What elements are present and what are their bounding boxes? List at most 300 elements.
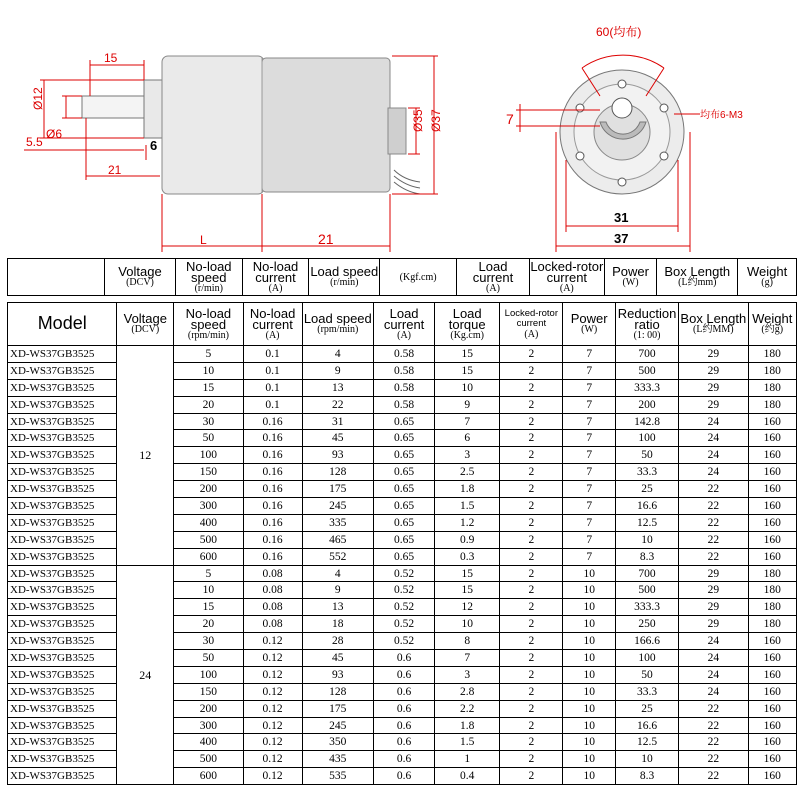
shaft-collar bbox=[144, 80, 164, 138]
table-cell: 22 bbox=[679, 768, 748, 785]
table-cell: 50 bbox=[616, 447, 679, 464]
table-cell: 28 bbox=[302, 633, 374, 650]
table-cell: 29 bbox=[679, 565, 748, 582]
column-header bbox=[616, 303, 679, 346]
table-cell: 2 bbox=[500, 666, 563, 683]
table-cell: 2 bbox=[500, 379, 563, 396]
table-cell: 15 bbox=[435, 582, 500, 599]
table-cell: 160 bbox=[748, 734, 796, 751]
table-cell: 500 bbox=[174, 531, 243, 548]
table-cell: 0.4 bbox=[435, 768, 500, 785]
table-cell: 5 bbox=[174, 565, 243, 582]
voltage-cell: 24 bbox=[117, 565, 174, 785]
table-cell: 2 bbox=[500, 768, 563, 785]
table-cell: 335 bbox=[302, 514, 374, 531]
table-cell: 600 bbox=[174, 768, 243, 785]
column-header-unit: (rpm/min) bbox=[317, 324, 359, 335]
strip-unit: (A) bbox=[486, 282, 500, 294]
table-cell: 10 bbox=[563, 582, 616, 599]
column-header-label: No-load speed bbox=[185, 305, 232, 332]
table-cell: 15 bbox=[435, 346, 500, 363]
column-header-unit: (W) bbox=[581, 324, 598, 335]
strip-cell bbox=[657, 259, 738, 296]
table-cell: 0.6 bbox=[374, 666, 435, 683]
table-cell: 100 bbox=[616, 650, 679, 667]
spec-header-row bbox=[8, 303, 797, 346]
table-cell: 10 bbox=[174, 362, 243, 379]
table-cell: 22 bbox=[679, 751, 748, 768]
motor-endcap bbox=[388, 108, 406, 154]
table-cell: 245 bbox=[302, 717, 374, 734]
table-cell: 24 bbox=[679, 683, 748, 700]
table-cell: 0.08 bbox=[243, 616, 302, 633]
table-row bbox=[8, 565, 797, 582]
table-cell: 2 bbox=[500, 481, 563, 498]
table-cell: 2 bbox=[500, 531, 563, 548]
table-cell: 0.16 bbox=[243, 447, 302, 464]
table-cell: 160 bbox=[748, 683, 796, 700]
table-cell: 180 bbox=[748, 582, 796, 599]
strip-unit: (Kgf.cm) bbox=[399, 271, 437, 283]
table-cell: 250 bbox=[616, 616, 679, 633]
strip-row bbox=[8, 259, 797, 296]
table-cell: 30 bbox=[174, 413, 243, 430]
table-cell: 33.3 bbox=[616, 683, 679, 700]
table-cell: 12.5 bbox=[616, 514, 679, 531]
column-header-label: Weight bbox=[752, 311, 793, 326]
column-header-unit: (Kg.cm) bbox=[450, 329, 484, 341]
table-cell: 245 bbox=[302, 498, 374, 515]
table-cell: 0.58 bbox=[374, 379, 435, 396]
table-cell: 7 bbox=[563, 430, 616, 447]
table-cell: 10 bbox=[563, 700, 616, 717]
table-cell: 0.16 bbox=[243, 548, 302, 565]
table-cell: 29 bbox=[679, 599, 748, 616]
table-cell: 33.3 bbox=[616, 464, 679, 481]
table-cell: 10 bbox=[563, 683, 616, 700]
table-cell: 22 bbox=[679, 531, 748, 548]
table-cell: 180 bbox=[748, 379, 796, 396]
table-cell: 0.1 bbox=[243, 396, 302, 413]
table-cell: 0.08 bbox=[243, 599, 302, 616]
table-cell: 7 bbox=[563, 447, 616, 464]
table-cell: 200 bbox=[174, 481, 243, 498]
table-cell: 15 bbox=[435, 362, 500, 379]
column-header bbox=[243, 303, 302, 346]
model-cell: XD-WS37GB3525 bbox=[8, 599, 117, 616]
table-cell: 300 bbox=[174, 717, 243, 734]
table-cell: 2 bbox=[500, 413, 563, 430]
table-cell: 350 bbox=[302, 734, 374, 751]
table-cell: 142.8 bbox=[616, 413, 679, 430]
table-cell: 0.1 bbox=[243, 379, 302, 396]
table-cell: 8 bbox=[435, 633, 500, 650]
strip-unit: (r/min) bbox=[194, 282, 223, 294]
table-cell: 22 bbox=[679, 700, 748, 717]
dim-d37: Ø37 bbox=[429, 109, 443, 132]
model-cell: XD-WS37GB3525 bbox=[8, 616, 117, 633]
table-cell: 18 bbox=[302, 616, 374, 633]
strip-cell bbox=[738, 259, 797, 296]
table-cell: 0.58 bbox=[374, 396, 435, 413]
table-cell: 7 bbox=[563, 514, 616, 531]
column-header bbox=[679, 303, 748, 346]
voltage-cell: 12 bbox=[117, 346, 174, 566]
table-cell: 400 bbox=[174, 734, 243, 751]
table-cell: 0.65 bbox=[374, 481, 435, 498]
table-cell: 0.16 bbox=[243, 514, 302, 531]
table-cell: 22 bbox=[679, 734, 748, 751]
table-cell: 0.6 bbox=[374, 734, 435, 751]
table-cell: 2 bbox=[500, 650, 563, 667]
table-cell: 552 bbox=[302, 548, 374, 565]
table-cell: 2 bbox=[500, 565, 563, 582]
table-cell: 10 bbox=[563, 633, 616, 650]
table-cell: 0.16 bbox=[243, 498, 302, 515]
table-cell: 160 bbox=[748, 413, 796, 430]
table-cell: 500 bbox=[616, 362, 679, 379]
model-cell: XD-WS37GB3525 bbox=[8, 379, 117, 396]
strip-cell bbox=[8, 259, 105, 296]
mount-hole bbox=[660, 152, 668, 160]
strip-unit: (L约mm) bbox=[678, 277, 717, 288]
column-header bbox=[302, 303, 374, 346]
table-cell: 2 bbox=[500, 582, 563, 599]
table-cell: 0.08 bbox=[243, 582, 302, 599]
table-cell: 2 bbox=[500, 447, 563, 464]
table-cell: 2 bbox=[500, 346, 563, 363]
table-cell: 200 bbox=[616, 396, 679, 413]
model-cell: XD-WS37GB3525 bbox=[8, 514, 117, 531]
table-cell: 0.58 bbox=[374, 362, 435, 379]
table-cell: 2 bbox=[500, 633, 563, 650]
table-cell: 3 bbox=[435, 447, 500, 464]
table-cell: 0.65 bbox=[374, 514, 435, 531]
table-cell: 0.12 bbox=[243, 700, 302, 717]
table-cell: 10 bbox=[563, 565, 616, 582]
column-header-label: Load current bbox=[383, 305, 425, 332]
table-cell: 0.16 bbox=[243, 481, 302, 498]
column-header-label: No-load current bbox=[249, 305, 296, 332]
dim-L: L bbox=[200, 233, 207, 247]
table-cell: 16.6 bbox=[616, 717, 679, 734]
table-cell: 166.6 bbox=[616, 633, 679, 650]
table-cell: 2 bbox=[500, 700, 563, 717]
model-cell: XD-WS37GB3525 bbox=[8, 430, 117, 447]
table-cell: 10 bbox=[563, 717, 616, 734]
table-cell: 160 bbox=[748, 447, 796, 464]
table-cell: 2.8 bbox=[435, 683, 500, 700]
table-cell: 0.16 bbox=[243, 413, 302, 430]
motor-wires bbox=[394, 170, 420, 194]
table-cell: 500 bbox=[616, 582, 679, 599]
table-cell: 0.16 bbox=[243, 531, 302, 548]
table-cell: 4 bbox=[302, 346, 374, 363]
model-cell: XD-WS37GB3525 bbox=[8, 548, 117, 565]
table-cell: 200 bbox=[174, 700, 243, 717]
strip-cell bbox=[105, 259, 176, 296]
strip-unit: (g) bbox=[761, 277, 773, 288]
table-cell: 22 bbox=[679, 717, 748, 734]
table-cell: 7 bbox=[563, 464, 616, 481]
table-cell: 7 bbox=[563, 498, 616, 515]
table-cell: 31 bbox=[302, 413, 374, 430]
column-header-unit: (L约MM) bbox=[693, 324, 734, 335]
table-cell: 0.6 bbox=[374, 700, 435, 717]
column-header-unit: (A) bbox=[397, 329, 412, 341]
model-cell: XD-WS37GB3525 bbox=[8, 650, 117, 667]
table-cell: 100 bbox=[174, 447, 243, 464]
table-cell: 0.12 bbox=[243, 633, 302, 650]
model-cell: XD-WS37GB3525 bbox=[8, 700, 117, 717]
table-cell: 333.3 bbox=[616, 379, 679, 396]
table-cell: 0.12 bbox=[243, 768, 302, 785]
column-header bbox=[563, 303, 616, 346]
table-cell: 16.6 bbox=[616, 498, 679, 515]
table-cell: 160 bbox=[748, 633, 796, 650]
table-cell: 0.9 bbox=[435, 531, 500, 548]
table-cell: 175 bbox=[302, 481, 374, 498]
table-cell: 7 bbox=[563, 362, 616, 379]
table-cell: 24 bbox=[679, 650, 748, 667]
table-cell: 0.65 bbox=[374, 548, 435, 565]
table-cell: 50 bbox=[174, 430, 243, 447]
strip-cell bbox=[457, 259, 530, 296]
table-cell: 30 bbox=[174, 633, 243, 650]
table-cell: 0.12 bbox=[243, 751, 302, 768]
table-cell: 160 bbox=[748, 717, 796, 734]
strip-cell bbox=[380, 259, 457, 296]
table-cell: 180 bbox=[748, 599, 796, 616]
dim-5-5: 5.5 bbox=[26, 135, 43, 149]
column-header-unit: (A) bbox=[524, 328, 539, 340]
model-cell: XD-WS37GB3525 bbox=[8, 464, 117, 481]
strip-label: Box Length bbox=[664, 264, 731, 279]
strip-label: No-load current bbox=[252, 258, 299, 285]
model-cell: XD-WS37GB3525 bbox=[8, 633, 117, 650]
table-cell: 160 bbox=[748, 751, 796, 768]
table-cell: 700 bbox=[616, 346, 679, 363]
table-cell: 22 bbox=[679, 514, 748, 531]
table-cell: 0.12 bbox=[243, 666, 302, 683]
table-cell: 0.12 bbox=[243, 734, 302, 751]
table-cell: 12 bbox=[435, 599, 500, 616]
table-cell: 150 bbox=[174, 464, 243, 481]
column-header-label: Voltage bbox=[123, 311, 167, 326]
table-cell: 10 bbox=[563, 616, 616, 633]
table-cell: 180 bbox=[748, 362, 796, 379]
table-cell: 2 bbox=[500, 717, 563, 734]
table-cell: 0.08 bbox=[243, 565, 302, 582]
table-cell: 10 bbox=[435, 379, 500, 396]
table-cell: 0.12 bbox=[243, 650, 302, 667]
table-cell: 160 bbox=[748, 531, 796, 548]
side-view bbox=[24, 51, 443, 252]
table-cell: 45 bbox=[302, 430, 374, 447]
table-cell: 10 bbox=[563, 650, 616, 667]
column-header bbox=[8, 303, 117, 346]
table-cell: 0.12 bbox=[243, 717, 302, 734]
model-cell: XD-WS37GB3525 bbox=[8, 346, 117, 363]
model-cell: XD-WS37GB3525 bbox=[8, 565, 117, 582]
strip-cell bbox=[604, 259, 657, 296]
table-cell: 22 bbox=[679, 481, 748, 498]
table-cell: 7 bbox=[435, 413, 500, 430]
strip-unit: (DCV) bbox=[126, 277, 154, 288]
mount-hole bbox=[660, 104, 668, 112]
table-cell: 10 bbox=[563, 666, 616, 683]
table-cell: 2 bbox=[500, 514, 563, 531]
table-cell: 700 bbox=[616, 565, 679, 582]
table-cell: 160 bbox=[748, 650, 796, 667]
model-cell: XD-WS37GB3525 bbox=[8, 666, 117, 683]
table-cell: 8.3 bbox=[616, 768, 679, 785]
column-header-unit: (约g) bbox=[761, 324, 784, 335]
column-header-label: Load speed bbox=[303, 311, 372, 326]
dim-6: 6 bbox=[150, 138, 158, 153]
strip-label: Power bbox=[612, 264, 649, 279]
table-cell: 128 bbox=[302, 464, 374, 481]
table-cell: 160 bbox=[748, 464, 796, 481]
table-cell: 0.1 bbox=[243, 362, 302, 379]
column-header-label: Locked-rotor current bbox=[504, 307, 559, 329]
table-cell: 9 bbox=[302, 582, 374, 599]
table-cell: 2 bbox=[500, 599, 563, 616]
table-cell: 2 bbox=[500, 683, 563, 700]
strip-label: Load current bbox=[472, 258, 514, 285]
table-cell: 0.6 bbox=[374, 717, 435, 734]
table-cell: 93 bbox=[302, 447, 374, 464]
table-cell: 50 bbox=[174, 650, 243, 667]
strip-label: No-load speed bbox=[186, 258, 232, 285]
table-cell: 0.65 bbox=[374, 413, 435, 430]
table-cell: 93 bbox=[302, 666, 374, 683]
table-cell: 160 bbox=[748, 768, 796, 785]
table-cell: 300 bbox=[174, 498, 243, 515]
column-header-unit: (DCV) bbox=[131, 324, 160, 335]
motor-dimension-drawing bbox=[0, 0, 800, 256]
front-view bbox=[506, 24, 743, 252]
strip-unit: (A) bbox=[559, 282, 574, 294]
model-cell: XD-WS37GB3525 bbox=[8, 751, 117, 768]
dim-21-motor: 21 bbox=[318, 231, 334, 247]
model-cell: XD-WS37GB3525 bbox=[8, 362, 117, 379]
table-cell: 180 bbox=[748, 565, 796, 582]
table-cell: 7 bbox=[563, 413, 616, 430]
table-cell: 2 bbox=[500, 362, 563, 379]
column-header-label: Model bbox=[37, 313, 87, 333]
column-header bbox=[374, 303, 435, 346]
table-cell: 10 bbox=[563, 751, 616, 768]
table-cell: 4 bbox=[302, 565, 374, 582]
table-cell: 0.52 bbox=[374, 599, 435, 616]
dim-d35: Ø35 bbox=[411, 109, 425, 132]
table-cell: 10 bbox=[616, 751, 679, 768]
table-cell: 6 bbox=[435, 430, 500, 447]
table-cell: 24 bbox=[679, 633, 748, 650]
strip-unit: (A) bbox=[268, 282, 283, 294]
model-cell: XD-WS37GB3525 bbox=[8, 734, 117, 751]
table-cell: 160 bbox=[748, 666, 796, 683]
mount-hole bbox=[618, 178, 626, 186]
table-cell: 10 bbox=[563, 768, 616, 785]
table-cell: 7 bbox=[563, 396, 616, 413]
model-cell: XD-WS37GB3525 bbox=[8, 481, 117, 498]
table-cell: 0.65 bbox=[374, 498, 435, 515]
table-row bbox=[8, 346, 797, 363]
table-cell: 10 bbox=[174, 582, 243, 599]
column-header-unit: (A) bbox=[265, 329, 280, 341]
table-cell: 0.52 bbox=[374, 633, 435, 650]
table-cell: 3 bbox=[435, 666, 500, 683]
table-cell: 29 bbox=[679, 616, 748, 633]
table-cell: 0.16 bbox=[243, 464, 302, 481]
column-header bbox=[174, 303, 243, 346]
table-cell: 45 bbox=[302, 650, 374, 667]
column-header-label: Reduction ratio bbox=[617, 305, 677, 332]
table-cell: 25 bbox=[616, 481, 679, 498]
table-cell: 24 bbox=[679, 413, 748, 430]
table-cell: 12.5 bbox=[616, 734, 679, 751]
table-cell: 7 bbox=[563, 379, 616, 396]
column-header bbox=[117, 303, 174, 346]
column-header bbox=[435, 303, 500, 346]
dim-60: 60(均布) bbox=[596, 25, 642, 39]
model-cell: XD-WS37GB3525 bbox=[8, 531, 117, 548]
mount-hole bbox=[618, 80, 626, 88]
column-header-label: Box Length bbox=[680, 311, 747, 326]
mount-hole bbox=[576, 104, 584, 112]
table-cell: 128 bbox=[302, 683, 374, 700]
table-cell: 0.58 bbox=[374, 346, 435, 363]
table-cell: 29 bbox=[679, 379, 748, 396]
dim-37: 37 bbox=[614, 231, 629, 246]
table-cell: 7 bbox=[563, 548, 616, 565]
table-cell: 0.52 bbox=[374, 582, 435, 599]
model-cell: XD-WS37GB3525 bbox=[8, 683, 117, 700]
table-cell: 0.65 bbox=[374, 531, 435, 548]
dim-m3: 均布6-M3 bbox=[700, 110, 743, 121]
table-cell: 1.8 bbox=[435, 717, 500, 734]
table-cell: 7 bbox=[435, 650, 500, 667]
table-cell: 2.2 bbox=[435, 700, 500, 717]
table-cell: 13 bbox=[302, 599, 374, 616]
strip-unit: (r/min) bbox=[330, 277, 359, 288]
table-cell: 2 bbox=[500, 464, 563, 481]
table-cell: 160 bbox=[748, 700, 796, 717]
table-cell: 2.5 bbox=[435, 464, 500, 481]
table-cell: 2 bbox=[500, 548, 563, 565]
table-cell: 0.65 bbox=[374, 464, 435, 481]
dim-7: 7 bbox=[506, 111, 514, 127]
table-cell: 24 bbox=[679, 447, 748, 464]
table-cell: 180 bbox=[748, 346, 796, 363]
table-cell: 29 bbox=[679, 396, 748, 413]
table-cell: 400 bbox=[174, 514, 243, 531]
column-header-unit: (1: 00) bbox=[633, 329, 661, 341]
table-cell: 0.16 bbox=[243, 430, 302, 447]
table-cell: 600 bbox=[174, 548, 243, 565]
strip-label: Voltage bbox=[118, 264, 162, 279]
table-cell: 2 bbox=[500, 734, 563, 751]
motor-body bbox=[262, 58, 390, 192]
table-cell: 5 bbox=[174, 346, 243, 363]
table-cell: 10 bbox=[435, 616, 500, 633]
strip-cell bbox=[175, 259, 242, 296]
column-header bbox=[500, 303, 563, 346]
table-cell: 333.3 bbox=[616, 599, 679, 616]
strip-cell bbox=[242, 259, 309, 296]
